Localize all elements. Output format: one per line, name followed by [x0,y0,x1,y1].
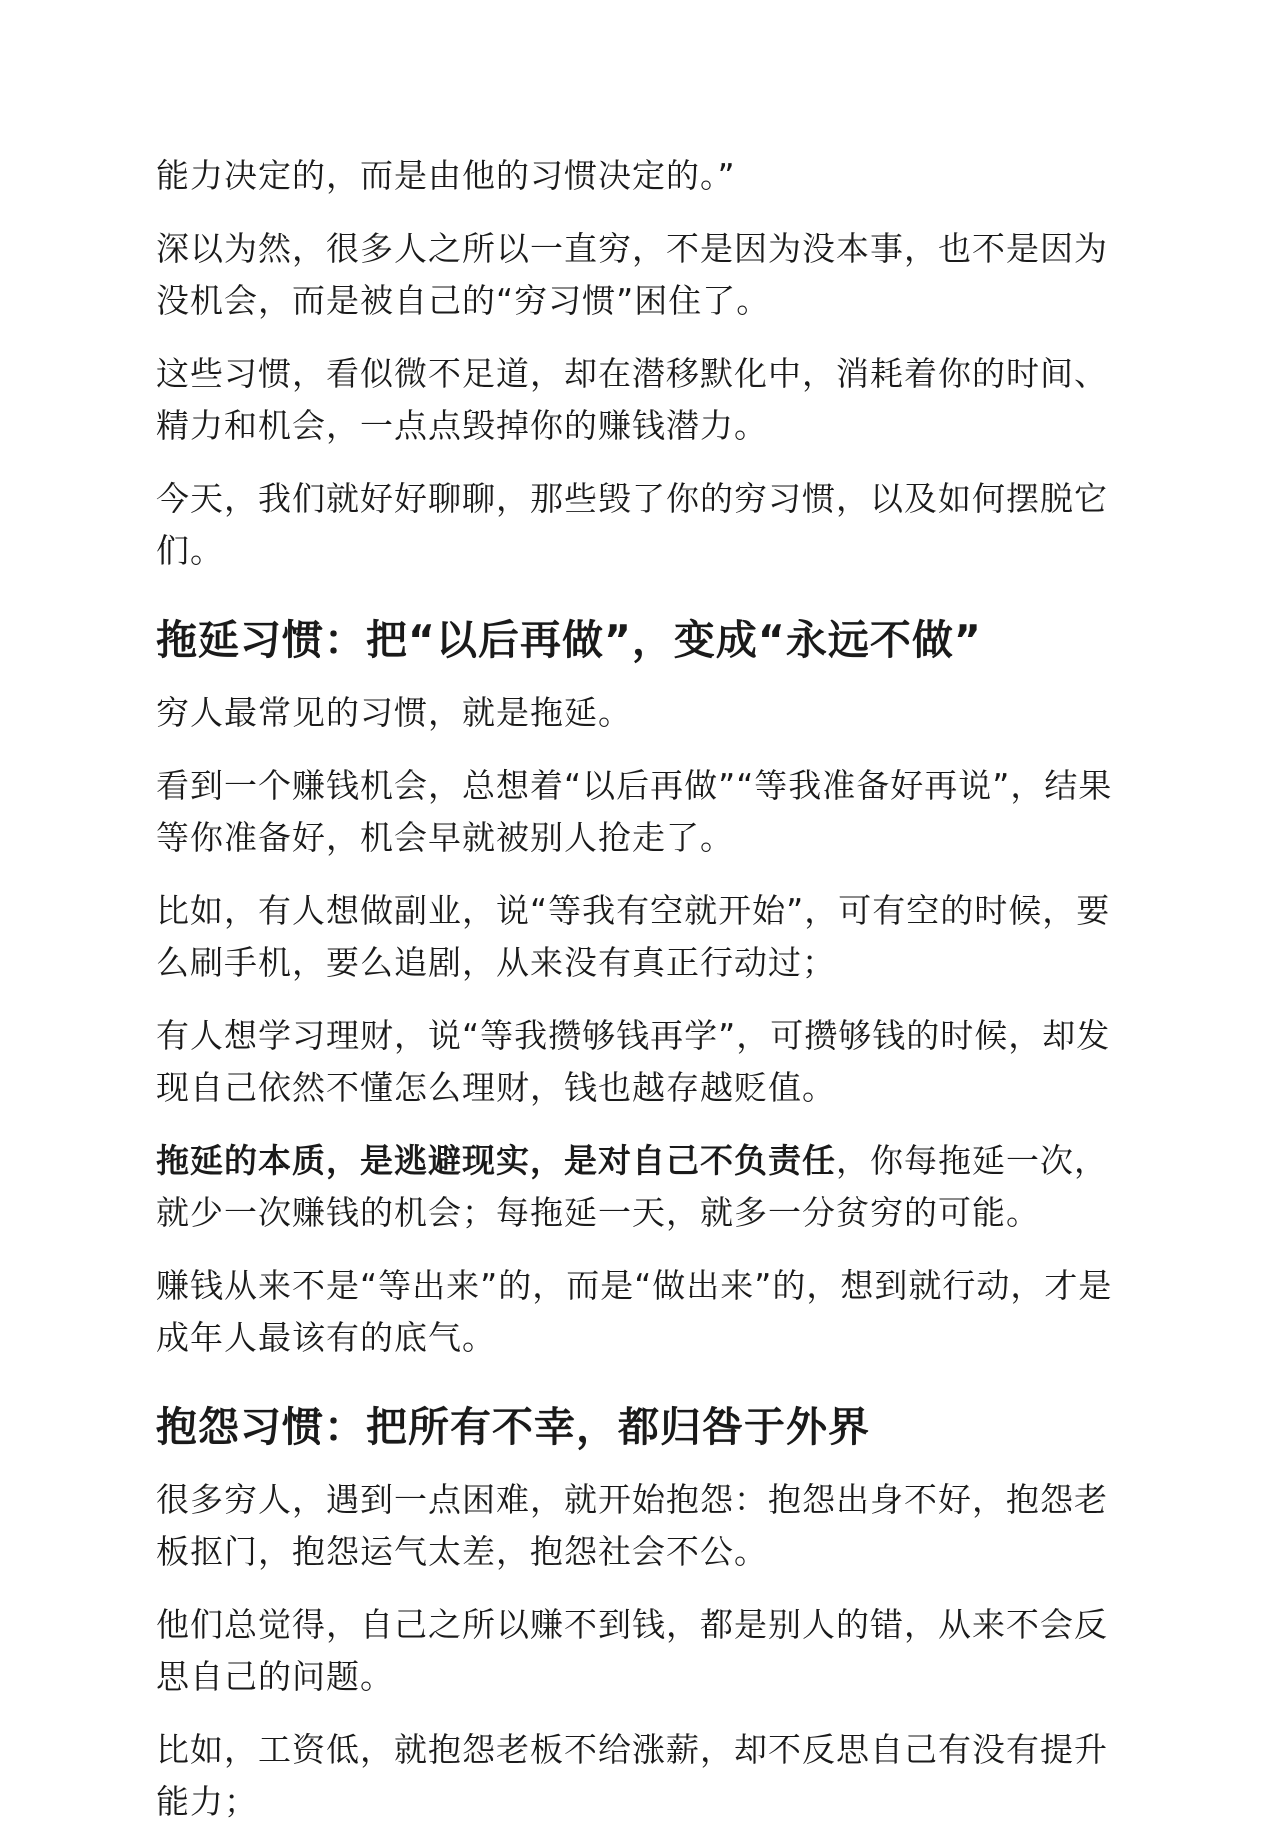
procrastination-paragraph-2: 看到一个赚钱机会，总想着“以后再做”“等我准备好再说”，结果等你准备好，机会早就被别人抢走了。 [156,766,1113,857]
intro-paragraph-4: 今天，我们就好好聊聊，那些毁了你的穷习惯，以及如何摆脱它们。 [156,479,1108,570]
intro-paragraph-2: 深以为然，很多人之所以一直穷，不是因为没本事，也不是因为没机会，而是被自己的“穷习惯”困住了。 [156,229,1108,320]
procrastination-paragraph-3: 比如，有人想做副业，说“等我有空就开始”，可有空的时候，要么刷手机，要么追剧，从来没有真正行动过； [156,891,1111,982]
complaining-paragraph-1: 很多穷人，遇到一点困难，就开始抱怨：抱怨出身不好，抱怨老板抠门，抱怨运气太差，抱怨社会不公。 [156,1480,1108,1571]
intro-paragraph-1: 能力决定的，而是由他的习惯决定的。” [156,156,736,195]
procrastination-paragraph-5 [156,1135,1123,1239]
section-heading-complaining: 抱怨习惯：把所有不幸，都归咎于外界 [156,1403,870,1451]
section-heading-procrastination: 拖延习惯：把“以后再做”，变成“永远不做” [156,616,982,664]
complaining-paragraph-2: 他们总觉得，自己之所以赚不到钱，都是别人的错，从来不会反思自己的问题。 [156,1605,1108,1696]
intro-paragraph-3: 这些习惯，看似微不足道，却在潜移默化中，消耗着你的时间、精力和机会，一点点毁掉你的赚钱潜力。 [156,354,1108,445]
procrastination-paragraph-4: 有人想学习理财，说“等我攒够钱再学”，可攒够钱的时候，却发现自己依然不懂怎么理财，钱也越存越贬值。 [156,1016,1111,1107]
procrastination-paragraph-5-rest: ，你每拖延一次，就少一次赚钱的机会；每拖延一天，就多一分贫穷的可能。 [156,1141,1108,1232]
procrastination-paragraph-6: 赚钱从来不是“等出来”的，而是“做出来”的，想到就行动，才是成年人最该有的底气。 [156,1266,1113,1357]
procrastination-key-point: 拖延的本质，是逃避现实，是对自己不负责任 [156,1141,836,1180]
complaining-paragraph-3: 比如，工资低，就抱怨老板不给涨薪，却不反思自己有没有提升能力； [156,1730,1108,1821]
procrastination-paragraph-1: 穷人最常见的习惯，就是拖延。 [156,693,632,732]
